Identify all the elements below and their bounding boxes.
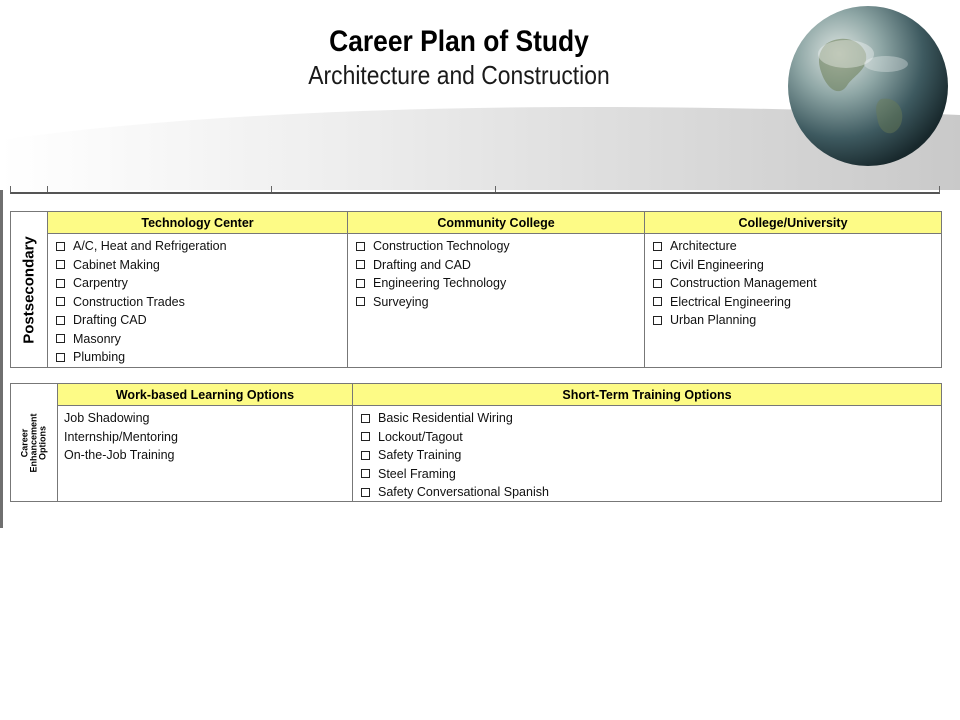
checkbox[interactable] bbox=[56, 316, 65, 325]
list-item: Carpentry bbox=[56, 274, 347, 293]
community-college-column bbox=[348, 212, 645, 367]
work-based-learning-column bbox=[58, 384, 353, 501]
short-term-training-column bbox=[353, 384, 941, 501]
page-subtitle: Architecture and Construction bbox=[308, 60, 610, 90]
checkbox[interactable] bbox=[56, 353, 65, 362]
work-based-learning-heading: Work-based Learning Options bbox=[58, 384, 352, 406]
checkbox[interactable] bbox=[361, 432, 370, 441]
list-item: Plumbing bbox=[56, 348, 347, 367]
list-item: Masonry bbox=[56, 330, 347, 349]
list-item: Urban Planning bbox=[653, 311, 941, 330]
checkbox[interactable] bbox=[56, 260, 65, 269]
list-item: Construction Management bbox=[653, 274, 941, 293]
list-item: Drafting and CAD bbox=[356, 256, 644, 275]
list-item: Lockout/Tagout bbox=[361, 428, 941, 447]
list-item: Cabinet Making bbox=[56, 256, 347, 275]
college-university-heading: College/University bbox=[645, 212, 941, 234]
short-term-training-heading: Short-Term Training Options bbox=[353, 384, 941, 406]
career-enhancement-side-header bbox=[11, 384, 58, 501]
left-rule bbox=[0, 190, 3, 528]
list-item: A/C, Heat and Refrigeration bbox=[56, 237, 347, 256]
career-enhancement-label: Career Enhancement Options bbox=[19, 412, 48, 473]
list-item: Safety Conversational Spanish bbox=[361, 483, 941, 502]
list-item: Safety Training bbox=[361, 446, 941, 465]
list-item: On-the-Job Training bbox=[64, 448, 175, 462]
checkbox[interactable] bbox=[653, 297, 662, 306]
checkbox[interactable] bbox=[56, 334, 65, 343]
page-title: Career Plan of Study bbox=[329, 25, 589, 58]
checkbox[interactable] bbox=[361, 488, 370, 497]
checkbox[interactable] bbox=[361, 451, 370, 460]
list-item: Construction Trades bbox=[56, 293, 347, 312]
title-block bbox=[0, 24, 918, 90]
table-remnant-divider bbox=[495, 186, 496, 192]
list-item: Civil Engineering bbox=[653, 256, 941, 275]
table-remnant-divider bbox=[271, 186, 272, 192]
list-item: Job Shadowing bbox=[64, 411, 150, 425]
postsecondary-side-header bbox=[11, 212, 48, 367]
checkbox[interactable] bbox=[356, 260, 365, 269]
checkbox[interactable] bbox=[56, 242, 65, 251]
community-college-heading: Community College bbox=[348, 212, 644, 234]
list-item: Drafting CAD bbox=[56, 311, 347, 330]
postsecondary-label: Postsecondary bbox=[20, 235, 38, 344]
checkbox[interactable] bbox=[653, 316, 662, 325]
table-remnant-divider bbox=[47, 186, 48, 192]
table-remnant bbox=[10, 186, 940, 194]
career-enhancement-table bbox=[10, 383, 942, 502]
checkbox[interactable] bbox=[356, 242, 365, 251]
list-item: Surveying bbox=[356, 293, 644, 312]
college-university-column bbox=[645, 212, 941, 367]
checkbox[interactable] bbox=[356, 279, 365, 288]
list-item: Architecture bbox=[653, 237, 941, 256]
checkbox[interactable] bbox=[56, 279, 65, 288]
checkbox[interactable] bbox=[653, 279, 662, 288]
checkbox[interactable] bbox=[56, 297, 65, 306]
list-item: Steel Framing bbox=[361, 465, 941, 484]
list-item: Electrical Engineering bbox=[653, 293, 941, 312]
postsecondary-table bbox=[10, 211, 942, 368]
list-item: Engineering Technology bbox=[356, 274, 644, 293]
checkbox[interactable] bbox=[653, 260, 662, 269]
list-item: Internship/Mentoring bbox=[64, 429, 178, 444]
technology-center-column bbox=[48, 212, 348, 367]
technology-center-heading: Technology Center bbox=[48, 212, 347, 234]
checkbox[interactable] bbox=[653, 242, 662, 251]
checkbox[interactable] bbox=[361, 469, 370, 478]
list-item: Construction Technology bbox=[356, 237, 644, 256]
checkbox[interactable] bbox=[361, 414, 370, 423]
list-item: Basic Residential Wiring bbox=[361, 409, 941, 428]
checkbox[interactable] bbox=[356, 297, 365, 306]
